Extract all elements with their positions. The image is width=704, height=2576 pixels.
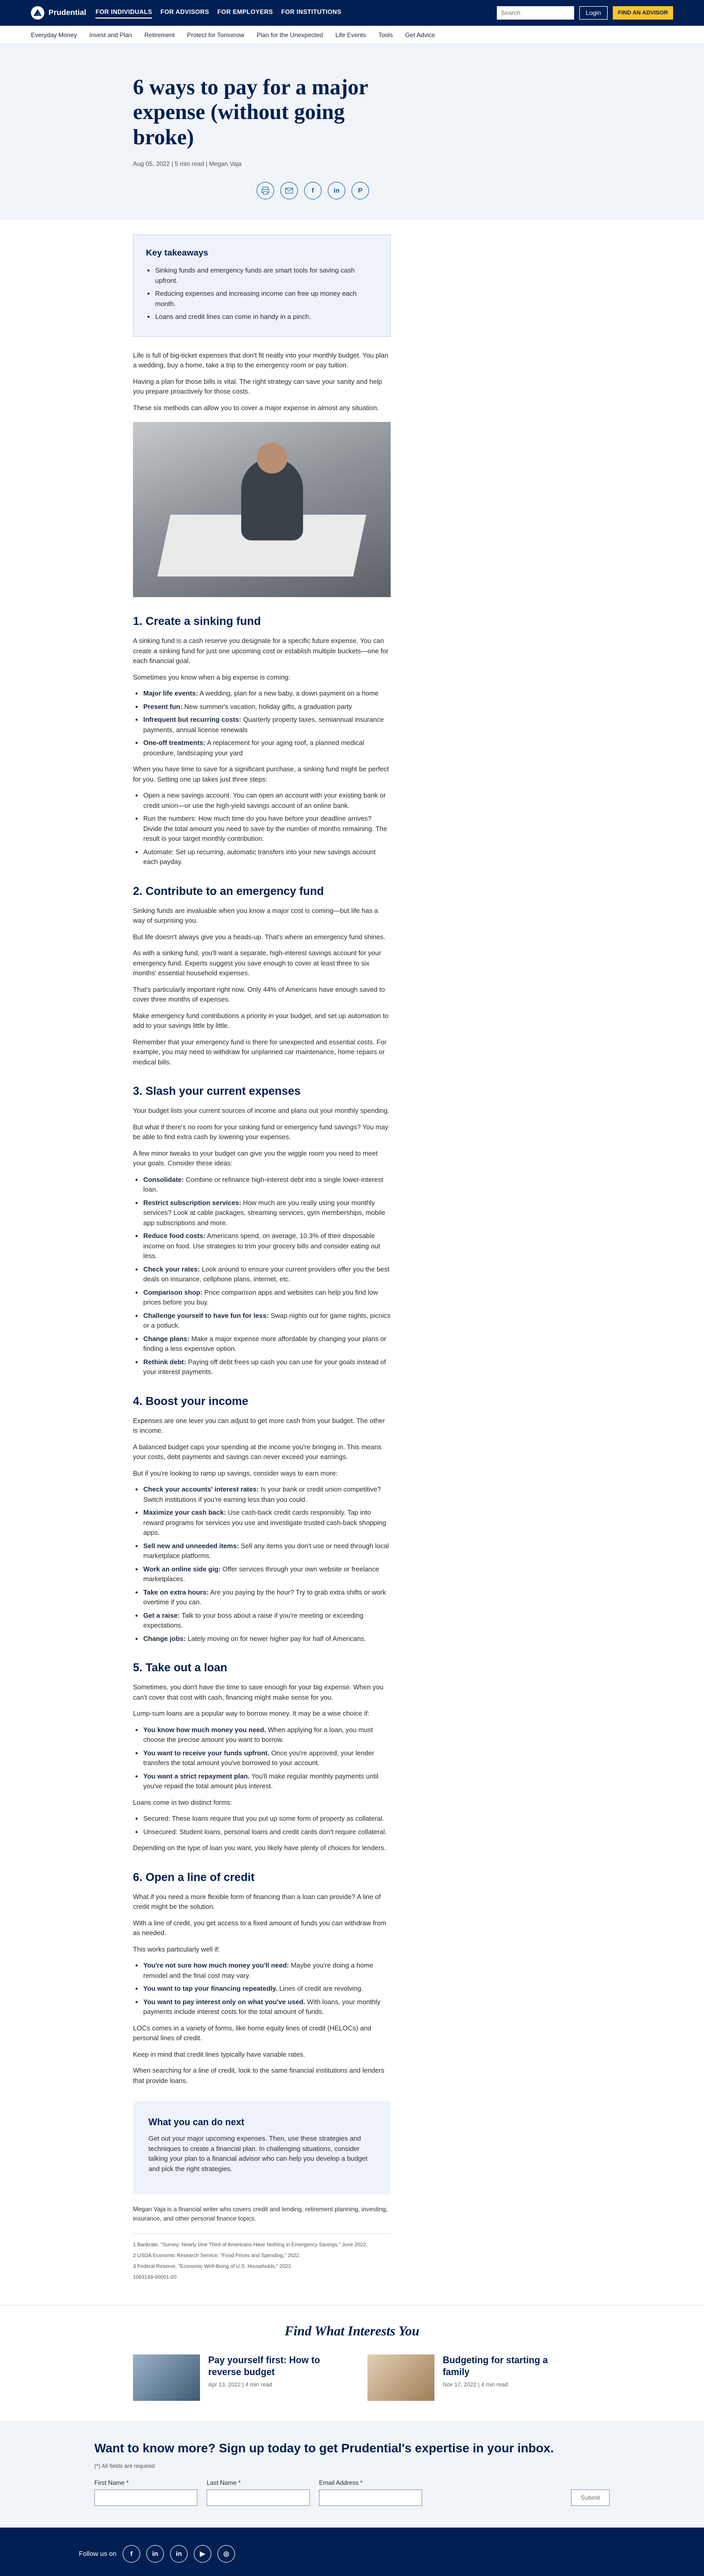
first-name-input[interactable] xyxy=(94,2489,197,2506)
topbar-actions xyxy=(497,6,673,20)
section-paragraph: When you have time to save for a significant purchase, a sinking fund might be perfect for you. Setting one up takes just three steps: xyxy=(133,765,389,783)
search-input[interactable] xyxy=(497,6,574,20)
related-card-date: Nov 17, 2022 | 4 min read xyxy=(443,2382,508,2388)
newsletter-signup xyxy=(0,2421,704,2528)
list-item: • Sell new and unneeded items: Sell any items you don't use or need through local marketplace platforms. xyxy=(143,1541,391,1561)
section-paragraph: A few minor tweaks to your budget can give you the wiggle room you need to meet your goals. Consider these ideas: xyxy=(133,1149,378,1167)
page-title: 6 ways to pay for a major expense (without going broke) xyxy=(133,76,368,149)
list-item: • Open a new savings account. You can open an account with your existing bank or credit union—or use the high-yield savings account of an online bank. xyxy=(143,790,391,810)
list-item: • You want to pay interest only on what you've used. With loans, your monthly payments include interest costs for the total amount of funds. xyxy=(143,1997,391,2017)
site-footer xyxy=(0,2528,704,2576)
section-nav xyxy=(0,26,704,44)
related-card-date: Apr 13, 2022 | 4 min read xyxy=(208,2382,272,2388)
section-list xyxy=(143,1960,391,2017)
related-title: Find What Interests You xyxy=(284,2324,420,2339)
section-paragraph: But life doesn't always give you a heads-up. That's where an emergency fund shines. xyxy=(133,933,385,941)
linkedin-icon[interactable]: in xyxy=(328,182,345,199)
section-paragraph: Your budget lists your current sources of income and plans out your monthly spending. xyxy=(133,1107,390,1115)
list-item: • Present fun: New summer's vacation, holiday gifts, a graduation party xyxy=(143,702,391,712)
footnote: 1063149-00001-00 xyxy=(133,2275,177,2281)
related-image xyxy=(133,2354,200,2401)
list-item: • You're not sure how much money you'll need: Maybe you're doing a home remodel and the final cost may vary. xyxy=(143,1960,391,1980)
section-paragraph: Keep in mind that credit lines typically have variable rates. xyxy=(133,2050,305,2058)
section-heading: 3. Slash your current expenses xyxy=(133,1084,301,1098)
facebook-icon[interactable]: f xyxy=(123,2545,140,2563)
section-paragraph: But what if there's no room for your sinking fund or emergency fund savings? You may be able to find extra cash by lowering your expenses. xyxy=(133,1123,389,1141)
section-paragraph: Sometimes you know when a big expense is coming: xyxy=(133,673,290,681)
key-takeaways xyxy=(133,234,391,337)
newsletter-form xyxy=(94,2478,610,2506)
nav-tools[interactable]: Tools xyxy=(378,31,393,39)
social-follow xyxy=(79,2545,625,2563)
section-list xyxy=(143,1175,391,1377)
email-label: Email Address * xyxy=(319,2479,363,2486)
list-item: • Maximize your cash back: Use cash-back credit cards responsibly. Tap into reward programs for services you use and investigate trusted cash-back shopping apps. xyxy=(143,1507,391,1538)
nav-unexpected[interactable]: Plan for the Unexpected xyxy=(256,31,323,39)
email-field xyxy=(319,2478,422,2506)
intro-paragraph: These six methods can allow you to cover a major expense in almost any situation. xyxy=(133,403,379,412)
submit-button[interactable]: Submit xyxy=(571,2489,610,2506)
brand-logo[interactable] xyxy=(31,6,86,20)
list-item: • You want to receive your funds upfront. Once you're approved, your lender transfers the total amount you've borrowed to your account. xyxy=(143,1748,391,1768)
takeaway-item: • Loans and credit lines can come in handy in a pinch. xyxy=(155,312,378,322)
rock-logo-icon xyxy=(31,6,44,20)
list-item: • Work an online side gig: Offer services through your own website or freelance marketplaces. xyxy=(143,1564,391,1584)
related-card-title[interactable]: Budgeting for starting a family xyxy=(443,2355,548,2377)
first-name-field xyxy=(94,2478,197,2506)
instagram-icon[interactable]: in xyxy=(170,2545,188,2563)
brand-name: Prudential xyxy=(48,8,87,17)
list-item: • Comparison shop: Price comparison apps and websites can help you find low prices before you buy. xyxy=(143,1287,391,1308)
section-heading: 5. Take out a loan xyxy=(133,1661,227,1674)
section-paragraph: This works particularly well if: xyxy=(133,1945,220,1953)
list-item: • One-off treatments: A replacement for your aging roof, a planned medical procedure, landscaping your yard xyxy=(143,738,391,758)
article-body xyxy=(0,220,704,2306)
photo-head xyxy=(257,443,288,473)
list-item: • Run the numbers: How much time do you have before your deadline arrives? Divide the total amount you need to save by the number of months remaining. The result is your target monthly contribution. xyxy=(143,814,391,844)
takeaway-item: • Sinking funds and emergency funds are smart tools for saving cash upfront. xyxy=(155,265,378,285)
section-paragraph: But if you're looking to ramp up savings, consider ways to earn more: xyxy=(133,1469,338,1477)
list-item: • Check your rates: Look around to ensure your current providers offer you the best deals on insurance, cellphone plans, internet, etc. xyxy=(143,1264,391,1284)
pinterest-icon[interactable]: P xyxy=(351,182,369,199)
related-articles xyxy=(0,2305,704,2421)
youtube-icon[interactable]: ▶ xyxy=(194,2545,211,2563)
section-paragraph: Sometimes, you don't have the time to save enough for your big expense. When you can't cover that cost with cash, financing might make sense for you. xyxy=(133,1683,383,1701)
article-hero xyxy=(0,44,704,220)
list-item: • Change plans: Make a major expense more affordable by changing your plans or finding a less expensive option. xyxy=(143,1334,391,1354)
footnote: 2 USDA Economic Research Service, "Food Prices and Spending," 2022. xyxy=(133,2253,301,2259)
print-icon[interactable] xyxy=(257,182,274,199)
follow-label: Follow us on xyxy=(79,2550,116,2558)
article-photo xyxy=(133,422,391,597)
section-heading: 2. Contribute to an emergency fund xyxy=(133,884,324,897)
facebook-icon[interactable]: f xyxy=(304,182,322,199)
section-paragraph: Remember that your emergency fund is there for unexpected and essential costs. For example, you may need to withdraw for unplanned car maintenance, home repairs or medical bills. xyxy=(133,1038,387,1066)
nav-life-events[interactable]: Life Events xyxy=(335,31,366,39)
email-icon[interactable] xyxy=(280,182,298,199)
related-card-title[interactable]: Pay yourself first: How to reverse budget xyxy=(208,2355,321,2377)
section-paragraph: LOCs comes in a variety of forms, like home equity lines of credit (HELOCs) and personal lines of credit. xyxy=(133,2024,372,2042)
section-list xyxy=(143,1814,391,1837)
list-item: • Change jobs: Lately moving on for newer higher pay for half of Americans. xyxy=(143,1634,391,1644)
section-paragraph: That's particularly important right now. Only 44% of Americans have enough saved to cover three months of expenses. xyxy=(133,985,385,1004)
list-item: • Secured: These loans require that you put up some form of property as collateral. xyxy=(143,1814,391,1824)
list-item: • Take on extra hours: Are you paying by the hour? Try to grab extra shifts or work overtime if you can. xyxy=(143,1587,391,1607)
takeaway-item: • Reducing expenses and increasing income can free up money each month. xyxy=(155,289,378,309)
first-name-label: First Name * xyxy=(94,2479,129,2486)
audience-nav xyxy=(95,7,341,19)
section-paragraph: Expenses are one lever you can adjust to get more cash from your budget. The other is income. xyxy=(133,1416,385,1435)
cta-text: Get out your major upcoming expenses. Then, use these strategies and techniques to create a financial plan. In challenging situations, consider talking your plan to a financial advisor who can help you develop a budget and pick the right strategies. xyxy=(148,2134,367,2173)
section-heading: 6. Open a line of credit xyxy=(133,1870,255,1884)
intro-paragraph: Life is full of big-ticket expenses that don't fit neatly into your monthly budget. You plan a wedding, buy a home, take a trip to the emergency room or pay tuition. xyxy=(133,351,389,369)
section-list xyxy=(143,1484,391,1643)
last-name-input[interactable] xyxy=(207,2489,310,2506)
section-paragraph: As with a sinking fund, you'll want a separate, high-interest savings account for your emergency fund. Experts suggest you save enough to cover at least three to six months' essential household expenses. xyxy=(133,949,381,977)
footnotes xyxy=(133,2233,391,2281)
nav-get-advice[interactable]: Get Advice xyxy=(405,31,435,39)
newsletter-title: Want to know more? Sign up today to get Prudential's expertise in your inbox. xyxy=(94,2442,554,2456)
related-card[interactable] xyxy=(367,2354,571,2401)
section-paragraph: Lump-sum loans are a popular way to borrow money. It may be a wise choice if: xyxy=(133,1709,370,1718)
list-item: • Automate: Set up recurring, automatic transfers into your new savings account each payday. xyxy=(143,847,391,867)
section-heading: 4. Boost your income xyxy=(133,1394,248,1408)
section-list xyxy=(143,1725,391,1791)
linkedin-icon[interactable]: in xyxy=(146,2545,164,2563)
list-item: • Infrequent but recurring costs: Quarterly property taxes, semiannual insurance payments, annual license renewals xyxy=(143,715,391,735)
audience-advisors[interactable]: FOR ADVISORS xyxy=(160,8,209,15)
list-item: • Unsecured: Student loans, personal loans and credit cards don't require collateral. xyxy=(143,1827,391,1837)
section-paragraph: Depending on the type of loan you want, you likely have plenty of choices for lenders. xyxy=(133,1844,386,1852)
footnote: 1 Bankrate, "Survey: Nearly One Third of Americans Have Nothing in Emergency Savings," June 2022. xyxy=(133,2242,367,2248)
section-paragraph: With a line of credit, you get access to a fixed amount of funds you can withdraw from as needed. xyxy=(133,1919,387,1937)
login-button[interactable]: Login xyxy=(579,6,608,20)
section-list xyxy=(143,688,391,758)
nav-protect[interactable]: Protect for Tomorrow xyxy=(187,31,244,39)
cta-title: What you can do next xyxy=(148,2117,245,2128)
nav-everyday-money[interactable]: Everyday Money xyxy=(31,31,77,39)
audience-employers[interactable]: FOR EMPLOYERS xyxy=(217,8,273,15)
list-item: • Check your accounts' interest rates: Is your bank or credit union competitive? Switch institutions if you're earning less than you could. xyxy=(143,1484,391,1504)
twitter-icon[interactable]: ◎ xyxy=(217,2545,235,2563)
takeaways-title: Key takeaways xyxy=(146,247,208,258)
last-name-label: Last Name * xyxy=(207,2479,241,2486)
section-heading: 1. Create a sinking fund xyxy=(133,615,261,628)
author-bio: Megan Vaja is a financial writer who covers credit and lending, retirement planning, investing, insurance, and other personal finance topics. xyxy=(133,2206,388,2223)
section-paragraph: What if you need a more flexible form of financing than a loan can provide? A line of credit might be the solution. xyxy=(133,1892,381,1911)
email-input[interactable] xyxy=(319,2489,422,2506)
list-item: • Get a raise: Talk to your boss about a raise if you're meeting or exceeding expectations. xyxy=(143,1611,391,1631)
section-paragraph: A sinking fund is a cash reserve you designate for a specific future expense. You can create a sinking fund for just one upcoming cost or establish multiple buckets—one for each financial goal. xyxy=(133,637,389,665)
last-name-field xyxy=(207,2478,310,2506)
section-paragraph: Make emergency fund contributions a priority in your budget, and set up automation to add to your savings little by little. xyxy=(133,1011,389,1030)
list-item: • Major life events: A wedding, plan for a new baby, a down payment on a home xyxy=(143,688,391,699)
next-steps-box xyxy=(133,2101,391,2194)
intro-paragraph: Having a plan for those bills is vital. The right strategy can save your sanity and help you prepare proactively for those costs. xyxy=(133,377,382,396)
list-item: • You want a strict repayment plan. You'll make regular monthly payments until you've repaid the total amount plus interest. xyxy=(143,1771,391,1791)
section-paragraph: When searching for a line of credit, look to the same financial institutions and lenders that provide loans. xyxy=(133,2066,384,2084)
section-paragraph: Sinking funds are invaluable when you know a major cost is coming—but life has a way of surprising you. xyxy=(133,906,378,925)
list-item: • Challenge yourself to have fun for less: Swap nights out for game nights, picnics or a potluck. xyxy=(143,1311,391,1331)
section-paragraph: A balanced budget caps your spending at the income you're bringing in. This means your costs, debt payments and savings can never exceed your earnings. xyxy=(133,1443,382,1461)
list-item: • Rethink debt: Paying off debt frees up cash you can use for your goals instead of your interest payments. xyxy=(143,1357,391,1377)
required-note: (*) All fields are required xyxy=(94,2463,155,2470)
nav-invest-plan[interactable]: Invest and Plan xyxy=(89,31,132,39)
list-item: • You want to tap your financing repeatedly. Lines of credit are revolving. xyxy=(143,1984,391,1994)
audience-individuals[interactable]: FOR INDIVIDUALS xyxy=(95,7,152,19)
article-meta: Aug 05, 2022 | 5 min read | Megan Vaja xyxy=(133,160,242,167)
list-item: • Consolidate: Combine or refinance high-interest debt into a single lower-interest loan. xyxy=(143,1175,391,1195)
top-bar xyxy=(0,0,704,26)
audience-institutions[interactable]: FOR INSTITUTIONS xyxy=(281,8,342,15)
find-advisor-button[interactable]: FIND AN ADVISOR xyxy=(613,6,673,20)
nav-retirement[interactable]: Retirement xyxy=(144,31,175,39)
share-bar xyxy=(133,182,391,199)
footnote: 3 Federal Reserve, "Economic Well-Being of U.S. Households," 2022. xyxy=(133,2264,293,2270)
list-item: • Restrict subscription services: How much are you really using your monthly services? Look at cable packages, streaming services, gym memberships, mobile app subscriptions and more. xyxy=(143,1198,391,1228)
section-paragraph: Loans come in two distinct forms: xyxy=(133,1798,232,1806)
related-image xyxy=(367,2354,434,2401)
list-item: • You know how much money you need. When applying for a loan, you must choose the precise amount you want to borrow. xyxy=(143,1725,391,1745)
section-list xyxy=(143,790,391,867)
related-card[interactable] xyxy=(133,2354,337,2401)
list-item: • Reduce food costs: Americans spend, on average, 10.3% of their disposable income on food. Use strategies to trim your grocery bills and consider eating out less. xyxy=(143,1231,391,1261)
